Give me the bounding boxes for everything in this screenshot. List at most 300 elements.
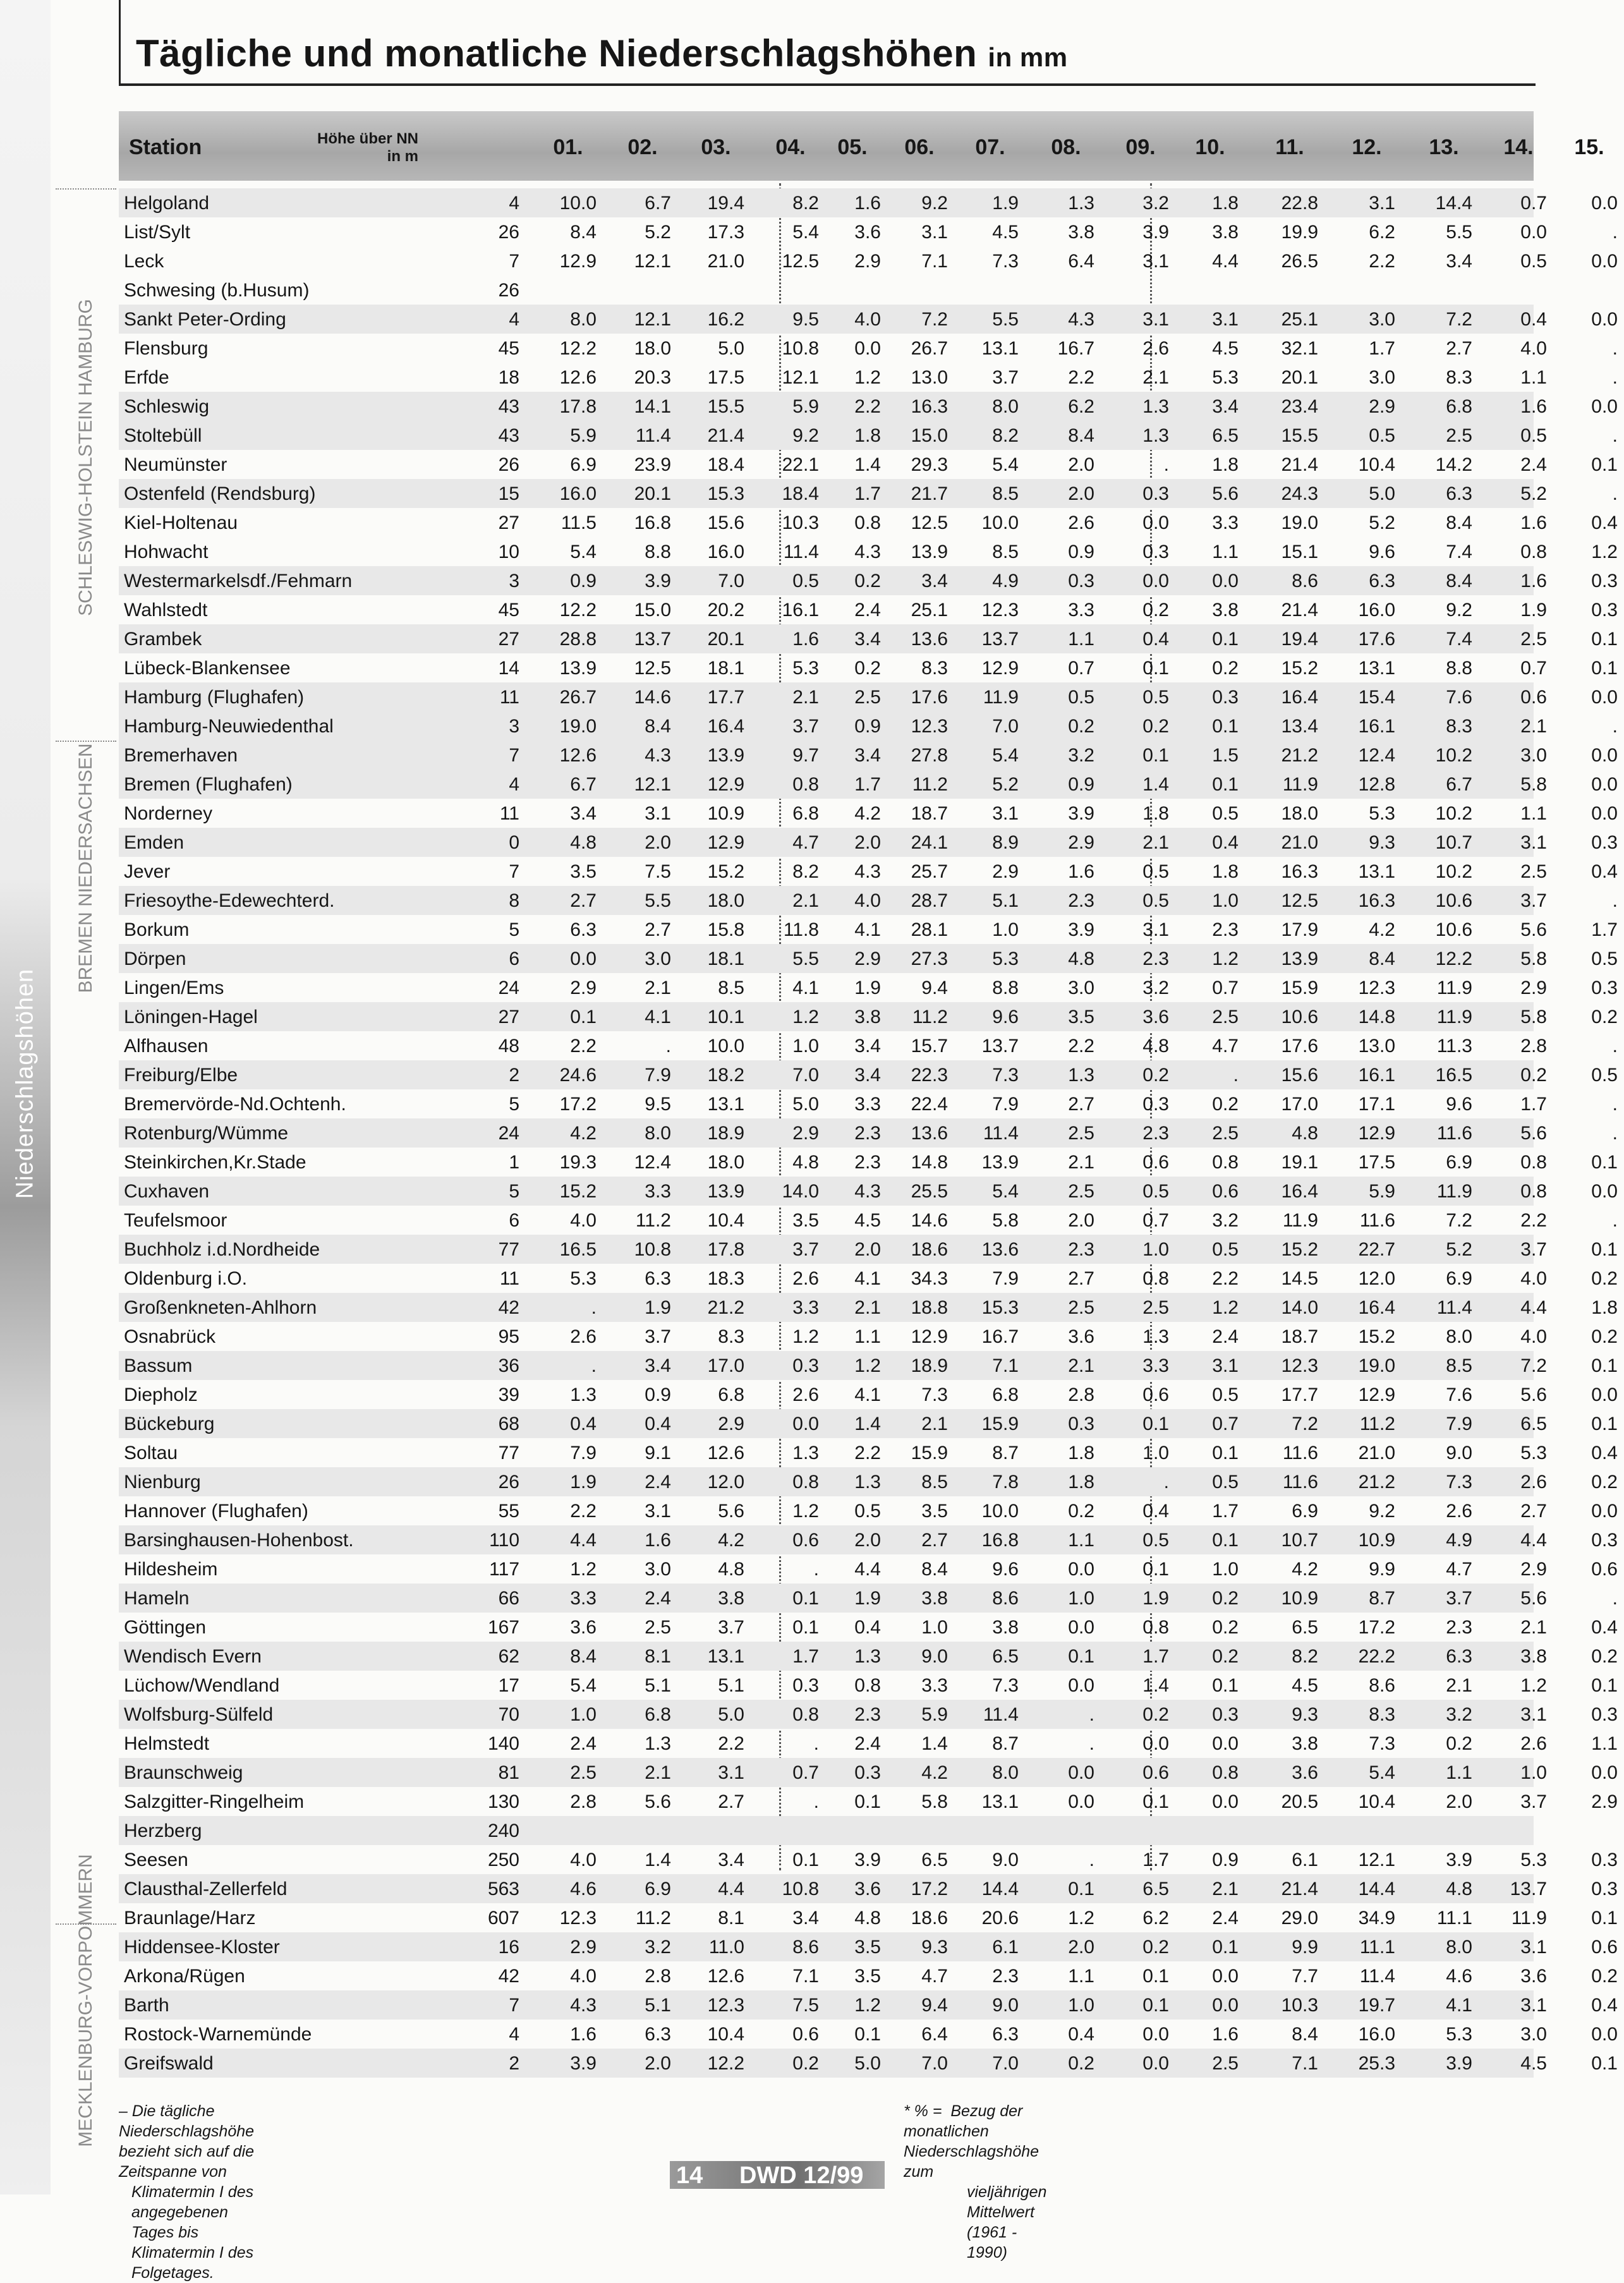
- precip-value: 5.3: [1212, 367, 1239, 388]
- precip-value: 0.3: [1591, 1850, 1618, 1870]
- precip-value: 7.2: [1446, 1210, 1472, 1231]
- table-row: [119, 1932, 1618, 1961]
- station-height: 42: [498, 1966, 519, 1987]
- table-row: [119, 1409, 1618, 1438]
- precip-value: 13.6: [911, 1123, 948, 1144]
- precip-value: 12.9: [707, 774, 744, 795]
- precip-value: 1.9: [992, 193, 1019, 214]
- precip-value: 11.2: [912, 774, 948, 795]
- precip-value: 22.3: [911, 1065, 948, 1086]
- precip-value: 0.0: [1520, 222, 1547, 243]
- precip-value: 5.6: [1520, 1384, 1547, 1405]
- precip-value: 11.9: [1282, 774, 1318, 795]
- station-height: 24: [498, 978, 519, 998]
- precip-value: 17.7: [1281, 1384, 1318, 1405]
- precip-value: 0.1: [1212, 1675, 1239, 1696]
- precip-value: 16.3: [1281, 861, 1318, 882]
- table-row: [119, 1467, 1618, 1496]
- precip-value: 12.9: [981, 658, 1019, 679]
- precip-value: 17.8: [707, 1239, 744, 1260]
- precip-value: 12.1: [634, 774, 671, 795]
- precip-value: 0.1: [854, 1791, 881, 1812]
- precip-value: 15.0: [911, 425, 948, 446]
- precip-value: 9.6: [992, 1559, 1019, 1580]
- precip-value: 5.4: [992, 1181, 1019, 1202]
- precip-value: 8.0: [645, 1123, 671, 1144]
- precip-value: 0.1: [1142, 1966, 1169, 1987]
- precip-value: 0.8: [1520, 542, 1547, 562]
- station-name: Lübeck-Blankensee: [124, 658, 291, 679]
- precip-value: .: [1089, 1704, 1094, 1725]
- region-label: SCHLESWIG-HOLSTEIN HAMBURG: [75, 299, 96, 616]
- precip-value: 9.0: [921, 1646, 948, 1667]
- precip-value: 6.2: [1369, 222, 1395, 243]
- precip-value: 15.2: [1358, 1326, 1395, 1347]
- precip-value: 19.0: [1281, 512, 1318, 533]
- precip-value: 28.8: [559, 629, 597, 650]
- precip-value: 0.0: [1068, 1791, 1094, 1812]
- precip-value: .: [1612, 1094, 1618, 1115]
- precip-value: 0.6: [1142, 1152, 1169, 1173]
- precip-value: 15.9: [911, 1443, 948, 1463]
- precip-value: 6.8: [718, 1384, 744, 1405]
- precip-value: 0.1: [1591, 2053, 1618, 2074]
- precip-value: 3.7: [1520, 1239, 1547, 1260]
- precip-value: 1.2: [1212, 1297, 1239, 1318]
- precip-value: 6.2: [1068, 396, 1094, 417]
- precip-value: 18.1: [707, 948, 744, 969]
- precip-value: 0.1: [1142, 745, 1169, 766]
- precip-value: 20.1: [634, 483, 671, 504]
- precip-value: 2.2: [570, 1501, 597, 1522]
- precip-value: 1.4: [1142, 1675, 1169, 1696]
- precip-value: 17.1: [1358, 1094, 1395, 1115]
- header-day: 15.: [1574, 135, 1604, 159]
- precip-value: 7.8: [992, 1472, 1019, 1493]
- precip-value: 8.7: [992, 1443, 1019, 1463]
- precip-value: 0.4: [1520, 309, 1547, 330]
- precip-value: 11.2: [635, 1210, 671, 1231]
- precip-value: 16.4: [1281, 687, 1318, 708]
- precip-value: 3.4: [854, 1036, 881, 1057]
- precip-value: .: [1612, 890, 1618, 911]
- table-row: [119, 537, 1618, 566]
- precip-value: 3.4: [854, 1065, 881, 1086]
- precip-value: 0.8: [854, 512, 881, 533]
- precip-value: 4.0: [854, 309, 881, 330]
- precip-value: 10.6: [1281, 1007, 1318, 1027]
- precip-value: 0.2: [1591, 1472, 1618, 1493]
- table-row: [119, 363, 1618, 392]
- precip-value: 13.1: [981, 1791, 1019, 1812]
- precip-value: 6.7: [1446, 774, 1472, 795]
- precip-value: 2.9: [854, 948, 881, 969]
- table-row: [119, 1031, 1618, 1060]
- precip-value: 5.5: [1446, 222, 1472, 243]
- precip-value: 16.4: [1358, 1297, 1395, 1318]
- table-header: [119, 111, 1604, 181]
- table-row: [119, 828, 1618, 857]
- precip-value: 11.8: [783, 919, 819, 940]
- precip-value: 2.7: [1446, 338, 1472, 359]
- precip-value: 3.8: [992, 1617, 1019, 1638]
- precip-value: 7.7: [1292, 1966, 1318, 1987]
- precip-value: 11.1: [1436, 1908, 1472, 1929]
- precip-value: 16.4: [1281, 1181, 1318, 1202]
- precip-value: 20.2: [707, 600, 744, 621]
- precip-value: 12.9: [707, 832, 744, 853]
- precip-value: 4.4: [570, 1530, 597, 1551]
- table-row: [119, 915, 1618, 944]
- precip-value: 12.2: [559, 338, 597, 359]
- precip-value: 15.2: [707, 861, 744, 882]
- region-mecklenburg-vorpommern: [56, 1854, 116, 2147]
- precip-value: 21.0: [1281, 832, 1318, 853]
- precip-value: 12.6: [559, 367, 597, 388]
- precip-value: 3.9: [645, 571, 671, 591]
- precip-value: 12.3: [911, 716, 948, 737]
- precip-value: 1.2: [1591, 542, 1618, 562]
- precip-value: .: [1163, 1472, 1169, 1493]
- precip-value: 13.6: [911, 629, 948, 650]
- station-height: 45: [498, 338, 519, 359]
- header-day: 04.: [775, 135, 806, 159]
- precip-value: 2.7: [718, 1791, 744, 1812]
- precip-value: 0.8: [854, 1675, 881, 1696]
- precip-value: 4.4: [854, 1559, 881, 1580]
- precip-value: 24.1: [911, 832, 948, 853]
- precip-value: 9.7: [792, 745, 819, 766]
- precip-value: 4.0: [1520, 1268, 1547, 1289]
- precip-value: 6.3: [1446, 1646, 1472, 1667]
- precip-value: 7.9: [992, 1094, 1019, 1115]
- precip-value: 1.6: [645, 1530, 671, 1551]
- station-name: Löningen-Hagel: [124, 1007, 258, 1027]
- precip-value: 15.2: [1281, 658, 1318, 679]
- precip-value: 7.3: [1446, 1472, 1472, 1493]
- precip-value: 1.1: [1520, 803, 1547, 824]
- precip-value: 6.9: [645, 1879, 671, 1899]
- station-height: 167: [487, 1617, 519, 1638]
- precip-value: 4.7: [921, 1966, 948, 1987]
- precip-value: 7.9: [570, 1443, 597, 1463]
- precip-value: 9.4: [921, 978, 948, 998]
- precip-value: 10.1: [707, 1007, 744, 1027]
- precip-value: 2.3: [1446, 1617, 1472, 1638]
- precip-value: 14.8: [911, 1152, 948, 1173]
- precip-value: 8.4: [921, 1559, 948, 1580]
- precip-value: 10.6: [1435, 890, 1472, 911]
- station-name: Bückeburg: [124, 1414, 215, 1434]
- precip-value: 12.3: [1281, 1355, 1318, 1376]
- precip-value: 0.0: [1212, 1733, 1239, 1754]
- precip-value: 0.0: [1591, 2024, 1618, 2045]
- precip-value: 17.2: [559, 1094, 597, 1115]
- precip-value: 8.6: [992, 1588, 1019, 1609]
- table-row: [119, 1525, 1618, 1554]
- precip-value: 0.3: [792, 1355, 819, 1376]
- station-name: List/Sylt: [124, 222, 191, 243]
- precip-value: 0.1: [1068, 1879, 1094, 1899]
- precip-value: 0.5: [854, 1501, 881, 1522]
- precip-value: 11.2: [635, 1908, 671, 1929]
- precip-value: 1.3: [854, 1646, 881, 1667]
- precip-value: 0.5: [1142, 687, 1169, 708]
- header-day: 11.: [1275, 135, 1304, 159]
- precip-value: 15.2: [559, 1181, 597, 1202]
- precip-value: 10.2: [1435, 745, 1472, 766]
- precip-value: 3.7: [792, 1239, 819, 1260]
- station-height: 26: [498, 222, 519, 243]
- precip-value: 10.8: [634, 1239, 671, 1260]
- precip-value: 1.2: [792, 1007, 819, 1027]
- precip-value: 4.1: [854, 1268, 881, 1289]
- precip-value: 1.8: [1212, 861, 1239, 882]
- precip-value: 25.7: [911, 861, 948, 882]
- precip-value: .: [1612, 1123, 1618, 1144]
- precip-value: 1.0: [1142, 1443, 1169, 1463]
- precip-value: 2.5: [645, 1617, 671, 1638]
- table-row: [119, 1148, 1618, 1177]
- precip-value: 0.4: [1591, 1995, 1618, 2016]
- precip-value: 10.3: [782, 512, 819, 533]
- precip-value: 2.3: [1068, 890, 1094, 911]
- precip-value: 4.0: [570, 1850, 597, 1870]
- precip-value: 1.1: [1068, 1966, 1094, 1987]
- precip-value: 9.6: [1369, 542, 1395, 562]
- precip-value: 1.2: [854, 1995, 881, 2016]
- table-row: [119, 1961, 1618, 1990]
- precip-value: 1.0: [1068, 1588, 1094, 1609]
- precip-value: 2.2: [1068, 367, 1094, 388]
- precip-value: 14.4: [981, 1879, 1019, 1899]
- precip-value: 11.0: [708, 1937, 744, 1958]
- table-row: [119, 1351, 1618, 1380]
- precip-value: 15.1: [1281, 542, 1318, 562]
- precip-value: 3.4: [1212, 396, 1239, 417]
- precip-value: 3.8: [854, 1007, 881, 1027]
- precip-value: 3.7: [1520, 1791, 1547, 1812]
- precip-value: 7.3: [1369, 1733, 1395, 1754]
- precip-value: 16.2: [707, 309, 744, 330]
- table-row: [119, 799, 1618, 828]
- station-height: 66: [498, 1588, 519, 1609]
- station-height: 81: [498, 1762, 519, 1783]
- station-name: Arkona/Rügen: [124, 1966, 245, 1987]
- precip-value: 10.7: [1435, 832, 1472, 853]
- precip-value: 4.8: [570, 832, 597, 853]
- precip-value: 14.8: [1358, 1007, 1395, 1027]
- precip-value: 17.0: [707, 1355, 744, 1376]
- precip-value: 13.9: [1281, 948, 1318, 969]
- precip-value: 3.5: [792, 1210, 819, 1231]
- station-name: Wendisch Evern: [124, 1646, 262, 1667]
- station-name: Helmstedt: [124, 1733, 210, 1754]
- precip-value: 16.7: [981, 1326, 1019, 1347]
- page-header: [119, 0, 1536, 86]
- precip-value: 8.5: [1446, 1355, 1472, 1376]
- table-row: [119, 1845, 1618, 1874]
- precip-value: 3.1: [1212, 309, 1239, 330]
- precip-value: 7.2: [1292, 1414, 1318, 1434]
- precip-value: 4.4: [1520, 1297, 1547, 1318]
- precip-value: 10.7: [1281, 1530, 1318, 1551]
- precip-value: 2.2: [1212, 1268, 1239, 1289]
- precip-value: 5.4: [1369, 1762, 1395, 1783]
- precip-value: 8.6: [792, 1937, 819, 1958]
- precip-value: 3.2: [1068, 745, 1094, 766]
- precip-value: 0.2: [1212, 1094, 1239, 1115]
- precip-value: 2.6: [1068, 512, 1094, 533]
- precip-value: 0.9: [1068, 542, 1094, 562]
- precip-value: 3.6: [854, 222, 881, 243]
- precip-value: 4.8: [1292, 1123, 1318, 1144]
- precip-value: 2.9: [992, 861, 1019, 882]
- precip-value: 1.4: [854, 454, 881, 475]
- station-height: 7: [509, 861, 519, 882]
- precip-value: 11.6: [1436, 1123, 1472, 1144]
- precip-value: 1.3: [1142, 396, 1169, 417]
- station-name: Bremerhaven: [124, 745, 238, 766]
- precip-value: 0.3: [1142, 1094, 1169, 1115]
- precip-value: 3.4: [854, 629, 881, 650]
- precip-value: 5.3: [1369, 803, 1395, 824]
- station-name: Helgoland: [124, 193, 210, 214]
- precip-value: 0.0: [1142, 571, 1169, 591]
- precip-value: 6.3: [992, 2024, 1019, 2045]
- precip-value: 3.1: [992, 803, 1019, 824]
- precip-value: 9.2: [1369, 1501, 1395, 1522]
- precip-value: 2.1: [1212, 1879, 1239, 1899]
- precip-value: 12.9: [1358, 1123, 1395, 1144]
- precip-value: 13.9: [911, 542, 948, 562]
- station-height: 110: [489, 1530, 519, 1551]
- precip-value: 4.1: [854, 1384, 881, 1405]
- precip-value: 0.5: [1212, 803, 1239, 824]
- precip-value: 8.1: [645, 1646, 671, 1667]
- station-height: 7: [509, 251, 519, 272]
- precip-value: 3.1: [1520, 1937, 1547, 1958]
- precip-value: 4.3: [1068, 309, 1094, 330]
- precip-value: 17.6: [1281, 1036, 1318, 1057]
- precip-value: 0.0: [1591, 774, 1618, 795]
- header-day: 10.: [1195, 135, 1225, 159]
- precip-value: 3.5: [921, 1501, 948, 1522]
- precip-value: 16.8: [981, 1530, 1019, 1551]
- precip-value: 2.2: [718, 1733, 744, 1754]
- precip-value: .: [591, 1355, 597, 1376]
- precip-value: 2.1: [1520, 1617, 1547, 1638]
- precip-value: 3.1: [1369, 193, 1395, 214]
- station-name: Buchholz i.d.Nordheide: [124, 1239, 320, 1260]
- station-height: 62: [498, 1646, 519, 1667]
- precip-value: 0.7: [1068, 658, 1094, 679]
- precip-value: 1.0: [992, 919, 1019, 940]
- precip-value: 3.2: [1446, 1704, 1472, 1725]
- station-height: 140: [487, 1733, 519, 1754]
- precip-value: 0.0: [1068, 1675, 1094, 1696]
- precip-value: 12.5: [911, 512, 948, 533]
- precip-value: 0.1: [1591, 629, 1618, 650]
- precip-value: 4.4: [1520, 1530, 1547, 1551]
- precip-value: 1.2: [792, 1326, 819, 1347]
- header-height: [292, 130, 418, 166]
- precip-value: 3.5: [854, 1966, 881, 1987]
- precip-value: 3.7: [792, 716, 819, 737]
- station-height: 5: [509, 919, 519, 940]
- precip-value: 2.5: [1212, 1123, 1239, 1144]
- precip-value: 4.3: [645, 745, 671, 766]
- precip-value: 16.5: [1435, 1065, 1472, 1086]
- station-name: Kiel-Holtenau: [124, 512, 238, 533]
- precip-value: 4.2: [1292, 1559, 1318, 1580]
- precip-value: 7.0: [792, 1065, 819, 1086]
- station-height: 27: [498, 512, 519, 533]
- precip-value: 2.4: [1212, 1326, 1239, 1347]
- precip-value: 17.2: [1358, 1617, 1395, 1638]
- precip-value: 0.1: [1591, 1908, 1618, 1929]
- station-height: 16: [498, 1937, 519, 1958]
- precip-value: 7.1: [1292, 2053, 1318, 2074]
- precip-value: 14.4: [1435, 193, 1472, 214]
- precip-value: 0.5: [1520, 425, 1547, 446]
- precip-value: 11.2: [1359, 1414, 1395, 1434]
- precip-value: 1.1: [1212, 542, 1239, 562]
- precip-value: 8.1: [718, 1908, 744, 1929]
- precip-value: 8.3: [718, 1326, 744, 1347]
- header-day: 09.: [1125, 135, 1156, 159]
- header-day: 01.: [553, 135, 583, 159]
- precip-value: 4.0: [570, 1210, 597, 1231]
- precip-value: 6.4: [1068, 251, 1094, 272]
- station-height: 27: [498, 1007, 519, 1027]
- station-height: 17: [498, 1675, 519, 1696]
- precip-value: 18.6: [911, 1908, 948, 1929]
- table-row: [119, 624, 1618, 653]
- precip-value: 0.7: [1520, 658, 1547, 679]
- precip-value: 1.0: [1068, 1995, 1094, 2016]
- side-strip: [0, 0, 51, 2195]
- station-height: 240: [487, 1820, 519, 1841]
- precip-value: 8.7: [1369, 1588, 1395, 1609]
- table-row: [119, 886, 1618, 915]
- precip-value: 4.8: [1446, 1879, 1472, 1899]
- precip-value: 0.2: [1520, 1065, 1547, 1086]
- precip-value: 1.1: [1591, 1733, 1618, 1754]
- precip-value: 2.7: [570, 890, 597, 911]
- precip-value: 0.3: [1591, 1704, 1618, 1725]
- station-height: 77: [498, 1443, 519, 1463]
- precip-value: 16.1: [782, 600, 819, 621]
- precip-value: 17.8: [559, 396, 597, 417]
- precip-value: 29.0: [1281, 1908, 1318, 1929]
- precip-value: 1.3: [1068, 1065, 1094, 1086]
- station-name: Emden: [124, 832, 185, 853]
- precip-value: 10.9: [707, 803, 744, 824]
- precip-value: 1.9: [854, 978, 881, 998]
- precip-value: 22.7: [1358, 1239, 1395, 1260]
- precip-value: 2.4: [854, 600, 881, 621]
- precip-value: 13.9: [981, 1152, 1019, 1173]
- precip-value: 3.7: [718, 1617, 744, 1638]
- station-height: 43: [498, 396, 519, 417]
- station-height: 11: [499, 1268, 519, 1289]
- station-height: 10: [498, 542, 519, 562]
- precip-value: 0.5: [1591, 1065, 1618, 1086]
- precip-value: 1.2: [792, 1501, 819, 1522]
- precip-value: 0.2: [1591, 1646, 1618, 1667]
- table-row: [119, 741, 1618, 770]
